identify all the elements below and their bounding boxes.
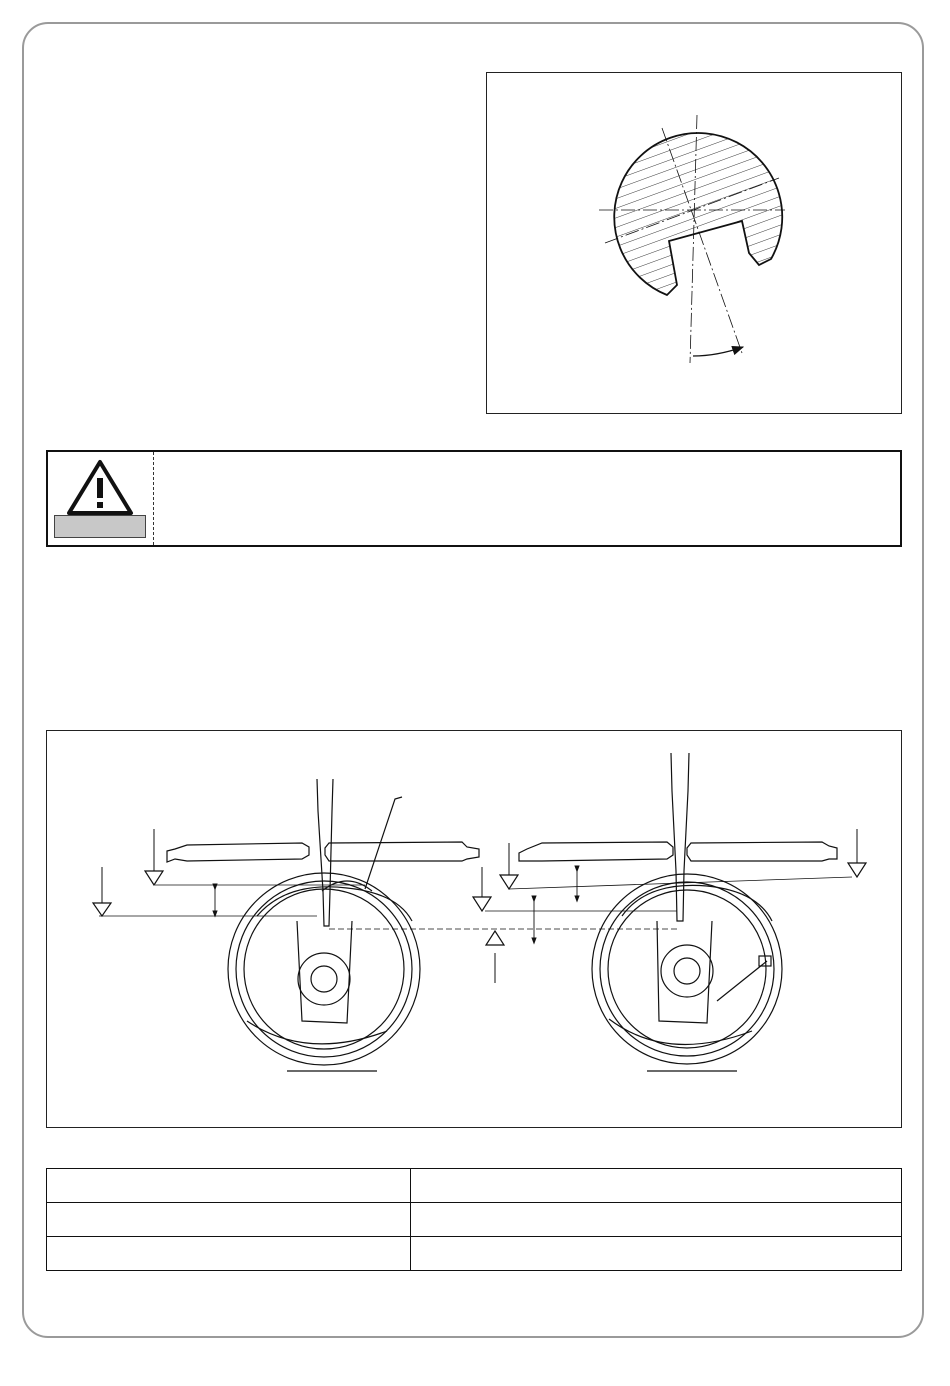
hook-right-center bbox=[674, 958, 700, 984]
warning-divider bbox=[153, 452, 154, 545]
needle-plate-left-b bbox=[325, 842, 479, 861]
shaft-body bbox=[614, 133, 782, 295]
table-cell bbox=[47, 1169, 411, 1203]
hook-left-center bbox=[311, 966, 337, 992]
needle-plate-right-a bbox=[519, 842, 673, 861]
table-cell bbox=[47, 1203, 411, 1237]
table-row bbox=[47, 1237, 902, 1271]
warning-triangle-icon bbox=[65, 458, 135, 518]
shaft-section-drawing bbox=[487, 73, 900, 412]
table-cell bbox=[411, 1169, 902, 1203]
shaft-section-figure bbox=[486, 72, 902, 414]
warning-box bbox=[46, 450, 902, 547]
needle-plate-right-b bbox=[687, 842, 837, 861]
hook-timing-figure bbox=[46, 730, 902, 1128]
angle-arrow bbox=[693, 347, 743, 356]
warning-text bbox=[168, 462, 890, 535]
hook-left-outer bbox=[228, 873, 420, 1065]
table-cell bbox=[411, 1237, 902, 1271]
table-row bbox=[47, 1169, 902, 1203]
hook-timing-drawing bbox=[47, 731, 900, 1126]
needle-right bbox=[671, 753, 689, 921]
needle-plate-left-a bbox=[167, 843, 309, 862]
warning-label bbox=[54, 515, 146, 538]
table-row bbox=[47, 1203, 902, 1237]
table-cell bbox=[411, 1203, 902, 1237]
hook-right-outer bbox=[592, 874, 782, 1064]
table-cell bbox=[47, 1237, 411, 1271]
spec-table bbox=[46, 1168, 902, 1271]
